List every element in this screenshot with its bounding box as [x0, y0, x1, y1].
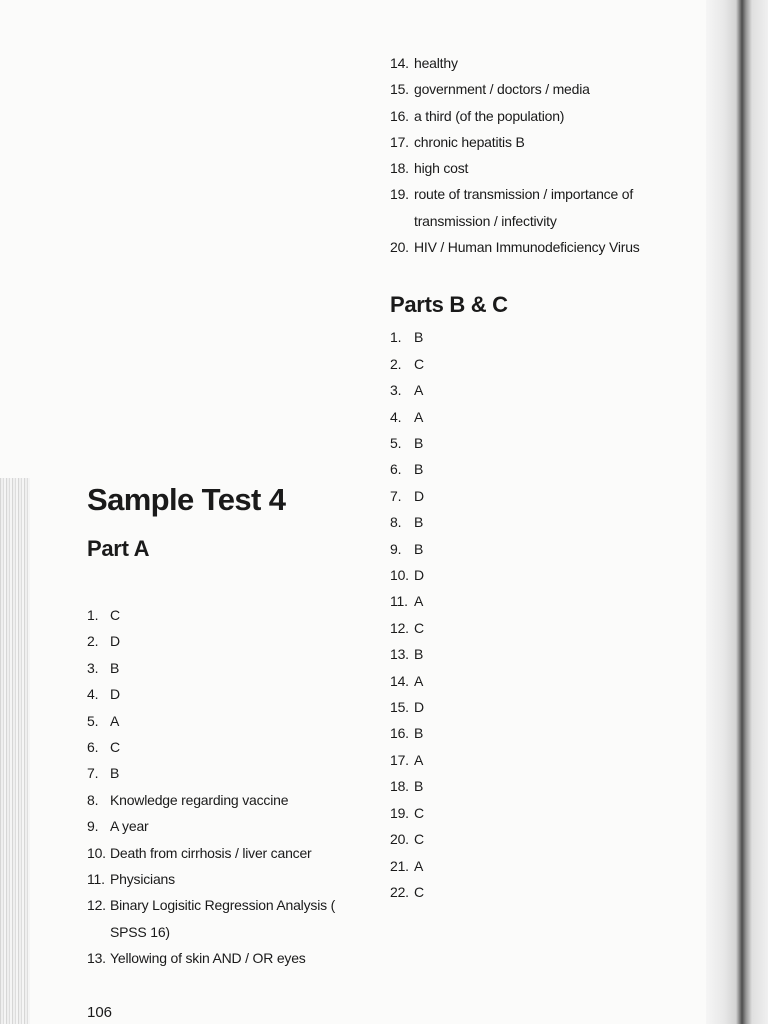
answer-number: 15. [390, 699, 409, 716]
answer-text: Death from cirrhosis / liver cancer [110, 844, 312, 861]
answer-row [390, 483, 690, 509]
answer-row [390, 324, 690, 350]
answer-text: a third (of the population) [414, 107, 565, 124]
answer-row [87, 708, 387, 734]
answer-text: chronic hepatitis B [414, 133, 525, 150]
answer-row [390, 720, 690, 746]
answer-text: D [414, 487, 424, 504]
answer-row [390, 234, 690, 260]
answer-text: Binary Logisitic Regression Analysis ( [110, 897, 336, 914]
answer-row [390, 456, 690, 482]
answer-row [390, 879, 690, 905]
answer-number: 17. [390, 133, 409, 150]
answer-number: 9. [390, 540, 402, 557]
answer-number: 18. [390, 778, 409, 795]
answer-row [390, 181, 690, 207]
answer-text: A [414, 382, 424, 399]
answer-text: B [414, 435, 424, 451]
scan-edge-right [706, 0, 768, 1024]
answer-row [390, 155, 690, 181]
answer-number: 20. [390, 831, 409, 848]
answer-number: 10. [87, 844, 106, 861]
answer-number: 6. [87, 739, 99, 756]
answer-text: C [414, 619, 424, 636]
answer-number: 3. [87, 659, 99, 676]
answer-number: 5. [87, 712, 99, 729]
right-column [390, 50, 690, 905]
answer-text: D [414, 699, 424, 716]
answer-row [390, 430, 690, 456]
answer-row [87, 945, 387, 971]
answer-number: 13. [390, 646, 409, 663]
answer-row [390, 404, 690, 430]
answer-row [390, 826, 690, 852]
answer-number: 4. [390, 408, 402, 425]
answer-number: 13. [87, 950, 106, 967]
answer-number: 8. [390, 514, 402, 531]
answer-number: 11. [390, 593, 408, 610]
answer-row [87, 681, 387, 707]
answer-row [87, 840, 387, 866]
answer-row [87, 892, 387, 918]
answer-row [390, 853, 690, 879]
parts-bc-answer-list [390, 324, 690, 905]
answer-text: A [414, 672, 424, 689]
answer-text: A [414, 751, 424, 768]
left-column [87, 478, 387, 972]
answer-row [87, 655, 387, 681]
parts-bc-heading: Parts B & C [390, 292, 508, 318]
answer-text: government / doctors / media [414, 81, 590, 98]
answer-row [390, 509, 690, 535]
answer-text: A [414, 408, 424, 425]
answer-row [87, 760, 387, 786]
answer-text: C [110, 739, 120, 756]
answer-number: 4. [87, 686, 99, 703]
answer-number: 14. [390, 672, 409, 689]
answer-row [390, 773, 690, 799]
answer-row [87, 628, 387, 654]
answer-number: 5. [390, 435, 402, 451]
answer-row [390, 103, 690, 129]
answer-row [87, 734, 387, 760]
answer-number: 21. [390, 857, 409, 874]
answer-text: A year [110, 818, 149, 835]
answer-text: SPSS 16) [110, 923, 170, 940]
answer-number: 6. [390, 461, 402, 478]
answer-text: C [414, 831, 424, 848]
answer-number: 10. [390, 567, 409, 584]
answer-number: 7. [87, 765, 99, 782]
answer-row [87, 866, 387, 892]
answer-text: transmission / infectivity [414, 212, 557, 229]
answer-row [390, 536, 690, 562]
answer-row [390, 377, 690, 403]
answer-row [390, 50, 690, 76]
answer-row [390, 351, 690, 377]
answer-number: 11. [87, 871, 105, 888]
answer-text: C [414, 804, 424, 821]
answer-number: 17. [390, 751, 409, 768]
answer-number: 22. [390, 883, 409, 900]
answer-text: B [414, 725, 424, 742]
answer-number: 3. [390, 382, 402, 399]
answer-number: 16. [390, 107, 409, 124]
answer-text: B [110, 765, 120, 782]
answer-text: B [414, 540, 424, 557]
answer-text: high cost [414, 160, 469, 177]
answer-row [390, 800, 690, 826]
answer-text: C [110, 607, 120, 623]
answer-text: A [110, 712, 120, 729]
answer-row [390, 694, 690, 720]
answer-text: Yellowing of skin AND / OR eyes [110, 950, 306, 967]
answer-row [390, 208, 690, 234]
answer-text: route of transmission / importance of [414, 186, 634, 203]
answer-number: 16. [390, 725, 409, 742]
answer-row [87, 813, 387, 839]
part-a-answer-list [87, 602, 387, 972]
answer-number: 8. [87, 791, 99, 808]
continued-answer-list [390, 50, 690, 260]
answer-text: D [110, 686, 120, 703]
answer-text: A [414, 857, 424, 874]
answer-text: B [414, 461, 424, 478]
answer-text: C [414, 355, 424, 372]
answer-number: 12. [390, 619, 409, 636]
answer-number: 12. [87, 897, 106, 914]
answer-text: Physicians [110, 871, 175, 888]
answer-text: A [414, 593, 424, 610]
answer-number: 1. [87, 607, 99, 623]
answer-text: B [110, 659, 120, 676]
answer-row [87, 787, 387, 813]
answer-row [390, 668, 690, 694]
answer-number: 20. [390, 239, 409, 256]
answer-number: 2. [87, 633, 99, 650]
answer-text: Knowledge regarding vaccine [110, 791, 289, 808]
answer-number: 9. [87, 818, 99, 835]
answer-number: 14. [390, 55, 409, 71]
answer-text: B [414, 778, 424, 795]
sample-test-title: Sample Test 4 [87, 482, 286, 517]
answer-number: 1. [390, 329, 402, 346]
answer-row [390, 747, 690, 773]
answer-row [87, 602, 387, 628]
answer-text: D [110, 633, 120, 650]
answer-row [390, 76, 690, 102]
answer-number: 7. [390, 487, 402, 504]
answer-row [390, 615, 690, 641]
answer-number: 19. [390, 186, 409, 203]
answer-row [87, 919, 387, 945]
answer-number: 2. [390, 355, 402, 372]
answer-text: B [414, 329, 424, 346]
answer-text: HIV / Human Immunodeficiency Virus [414, 239, 640, 256]
part-a-heading: Part A [87, 536, 150, 561]
answer-row [390, 588, 690, 614]
scan-edge-left [0, 478, 30, 1024]
answer-row [390, 641, 690, 667]
page-number: 106 [87, 1004, 113, 1021]
answer-row [390, 562, 690, 588]
answer-text: C [414, 883, 424, 900]
answer-text: B [414, 646, 424, 663]
answer-number: 19. [390, 804, 409, 821]
answer-number: 18. [390, 160, 409, 177]
answer-text: D [414, 567, 424, 584]
answer-text: healthy [414, 55, 458, 71]
answer-text: B [414, 514, 424, 531]
answer-number: 15. [390, 81, 409, 98]
answer-row [390, 129, 690, 155]
